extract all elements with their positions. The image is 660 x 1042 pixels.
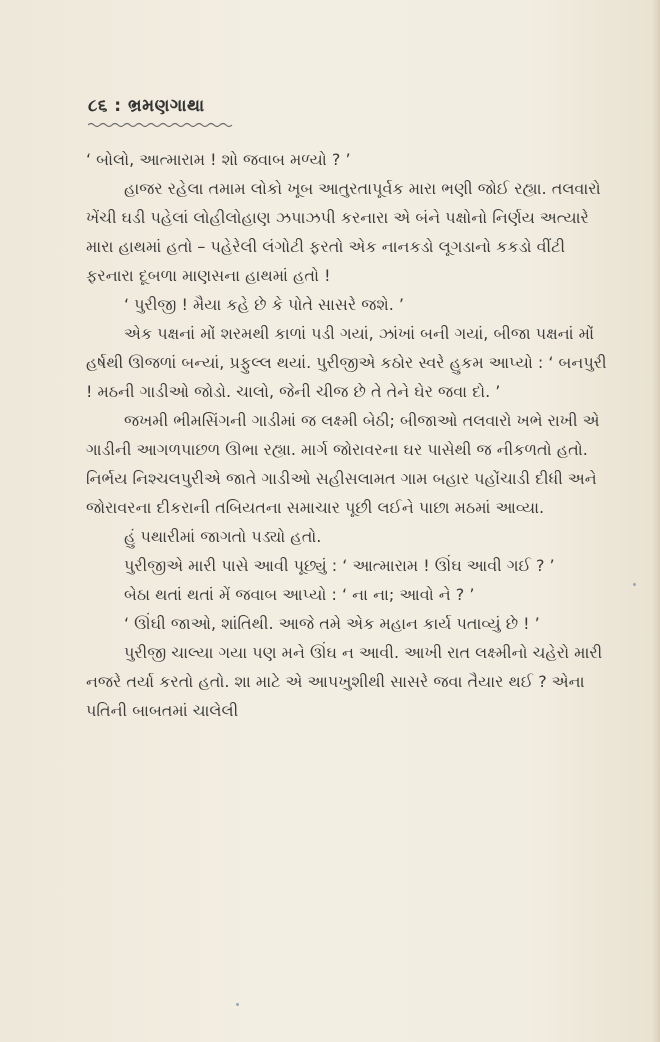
paragraph: પુરીજીએ મારી પાસે આવી પૂછ્યું : ‘ આત્મારામ ! ઊંઘ આવી ગઈ ? ’: [124, 556, 555, 575]
paragraph: પુરીજી ચાલ્યા ગયા પણ મને ઊંઘ ન આવી. આખી રાત લક્ષ્મીનો ચહેરો મારી નજરે તર્યા કરતો હતો. શા માટે એ આપખુશીથી સાસરે જવા તૈયાર થઈ ? એના પતિની બાબતમાં ચાલેલી: [86, 643, 603, 720]
page-edge-shadow: [652, 0, 660, 1042]
paper-speck: [236, 1003, 239, 1006]
paragraph: ‘ બોલો, આત્મારામ ! શો જવાબ મળ્યો ? ’: [86, 150, 351, 169]
paragraph: જખમી ભીમસિંગની ગાડીમાં જ લક્ષ્મી બેઠી; બીજાઓ તલવારો ખભે રાખી એ ગાડીની આગળપાછળ ઊભા રહ્યા. માર્ગ જોરાવરના ઘર પાસેથી જ નીકળતો હતો. નિર્ભય નિશ્ચલપુરીએ જાતે ગાડીઓ સહીસલામત ગામ બહાર પહોંચાડી દીધી અને જોરાવરના દીકરાની તબિયતના સમાચાર પૂછી લઈને પાછા મઠમાં આવ્યા.: [86, 411, 600, 517]
paragraph: ‘ પુરીજી ! મૈયા કહે છે કે પોતે સાસરે જશે. ’: [124, 295, 404, 314]
paragraph: હાજર રહેલા તમામ લોકો ખૂબ આતુરતાપૂર્વક મારા ભણી જોઈ રહ્યા. તલવારો ખેંચી ઘડી પહેલાં લોહીલોહાણ ઝપાઝપી કરનારા એ બંને પક્ષોનો નિર્ણય અત્યારે મારા હાથમાં હતો – પહેરેલી લંગોટી ફરતો એક નાનકડો લૂગડાનો કકડો વીંટી ફરનારા દૂબળા માણસના હાથમાં હતો !: [86, 179, 601, 285]
paragraph: બેઠા થતાં થતાં મેં જવાબ આપ્યો : ‘ ના ના; આવો ને ? ’: [124, 585, 475, 604]
paragraph: એક પક્ષનાં મોં શરમથી કાળાં પડી ગયાં, ઝાંખાં બની ગયાં, બીજા પક્ષનાં મોં હર્ષથી ઊજળાં બન્યાં, પ્રફુલ્લ થયાં. પુરીજીએ કઠોર સ્વરે હુકમ આપ્યો : ‘ બનપુરી ! મઠની ગાડીઓ જોડો. ચાલો, જેની ચીજ છે તે તેને ઘેર જવા દો. ’: [86, 324, 607, 401]
header-underline-ornament: [88, 121, 236, 129]
running-header: ૮૬ : ભ્રમણગાથા: [88, 96, 205, 116]
paper-speck: [633, 583, 636, 586]
paragraph: હું પથારીમાં જાગતો પડ્યો હતો.: [124, 527, 322, 546]
body-text: [86, 145, 614, 725]
paragraph: ‘ ઊંઘી જાઓ, શાંતિથી. આજે તમે એક મહાન કાર્ય પતાવ્યું છે ! ’: [124, 614, 540, 633]
